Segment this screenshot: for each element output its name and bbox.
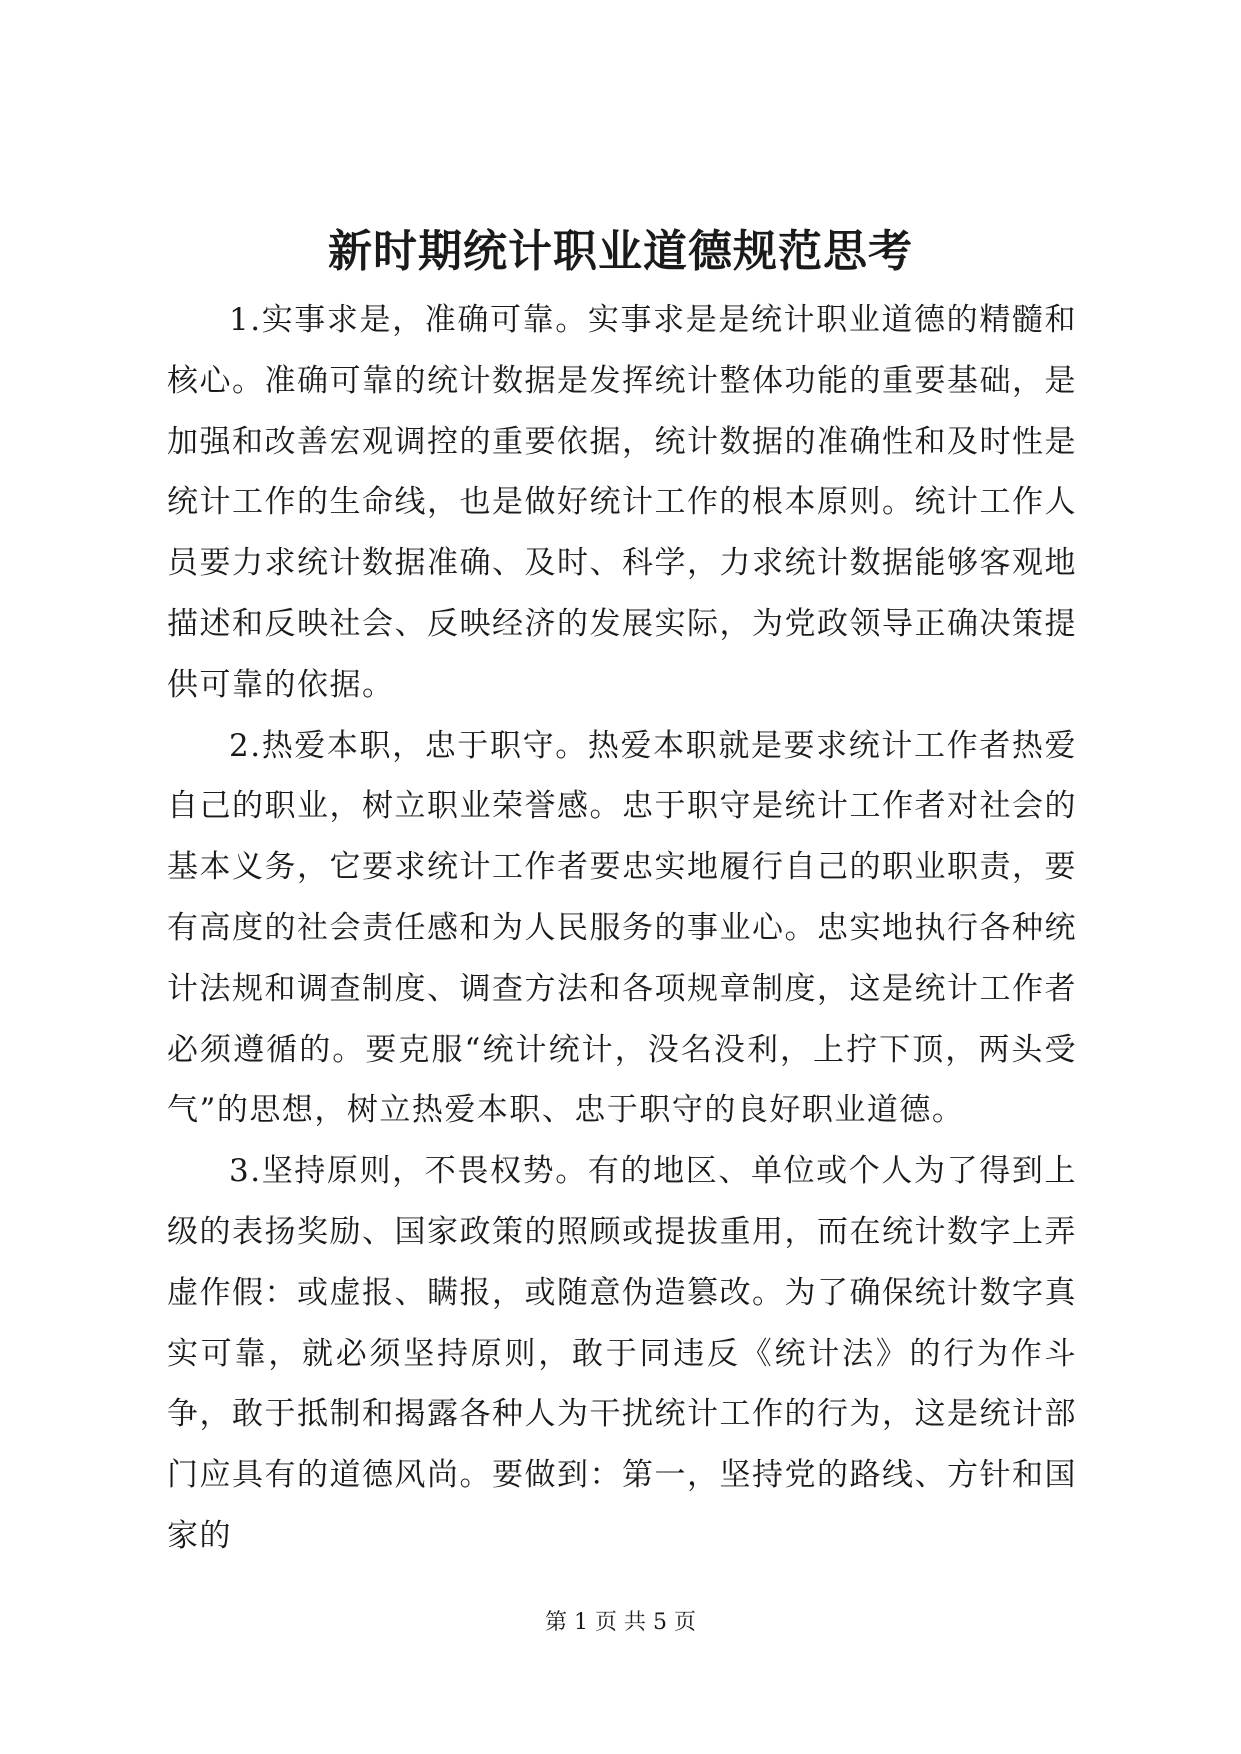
document-body xyxy=(167,290,1077,1567)
paragraph-1: 1.实事求是，准确可靠。实事求是是统计职业道德的精髓和核心。准确可靠的统计数据是发挥统计整体功能的重要基础，是加强和改善宏观调控的重要依据，统计数据的准确性和及时性是统计工作的生命线，也是做好统计工作的根本原则。统计工作人员要力求统计数据准确、及时、科学，力求统计数据能够客观地描述和反映社会、反映经济的发展实际，为党政领导正确决策提供可靠的依据。 xyxy=(167,302,1077,703)
paragraph-3: 3.坚持原则，不畏权势。有的地区、单位或个人为了得到上级的表扬奖励、国家政策的照顾或提拔重用，而在统计数字上弄虚作假：或虚报、瞒报，或随意伪造篡改。为了确保统计数字真实可靠，就必须坚持原则，敢于同违反《统计法》的行为作斗争，敢于抵制和揭露各种人为干扰统计工作的行为，这是统计部门应具有的道德风尚。要做到：第一，坚持党的路线、方针和国家的 xyxy=(167,1153,1077,1554)
page-footer: 第 1 页 共 5 页 xyxy=(545,1610,696,1635)
paragraph-2: 2.热爱本职，忠于职守。热爱本职就是要求统计工作者热爱自己的职业，树立职业荣誉感。忠于职守是统计工作者对社会的基本义务，它要求统计工作者要忠实地履行自己的职业职责，要有高度的社会责任感和为人民服务的事业心。忠实地执行各种统计法规和调查制度、调查方法和各项规章制度，这是统计工作者必须遵循的。要克服“统计统计，没名没利，上拧下顶，两头受气”的思想，树立热爱本职、忠于职守的良好职业道德。 xyxy=(167,727,1077,1129)
document-title: 新时期统计职业道德规范思考 xyxy=(328,226,913,277)
